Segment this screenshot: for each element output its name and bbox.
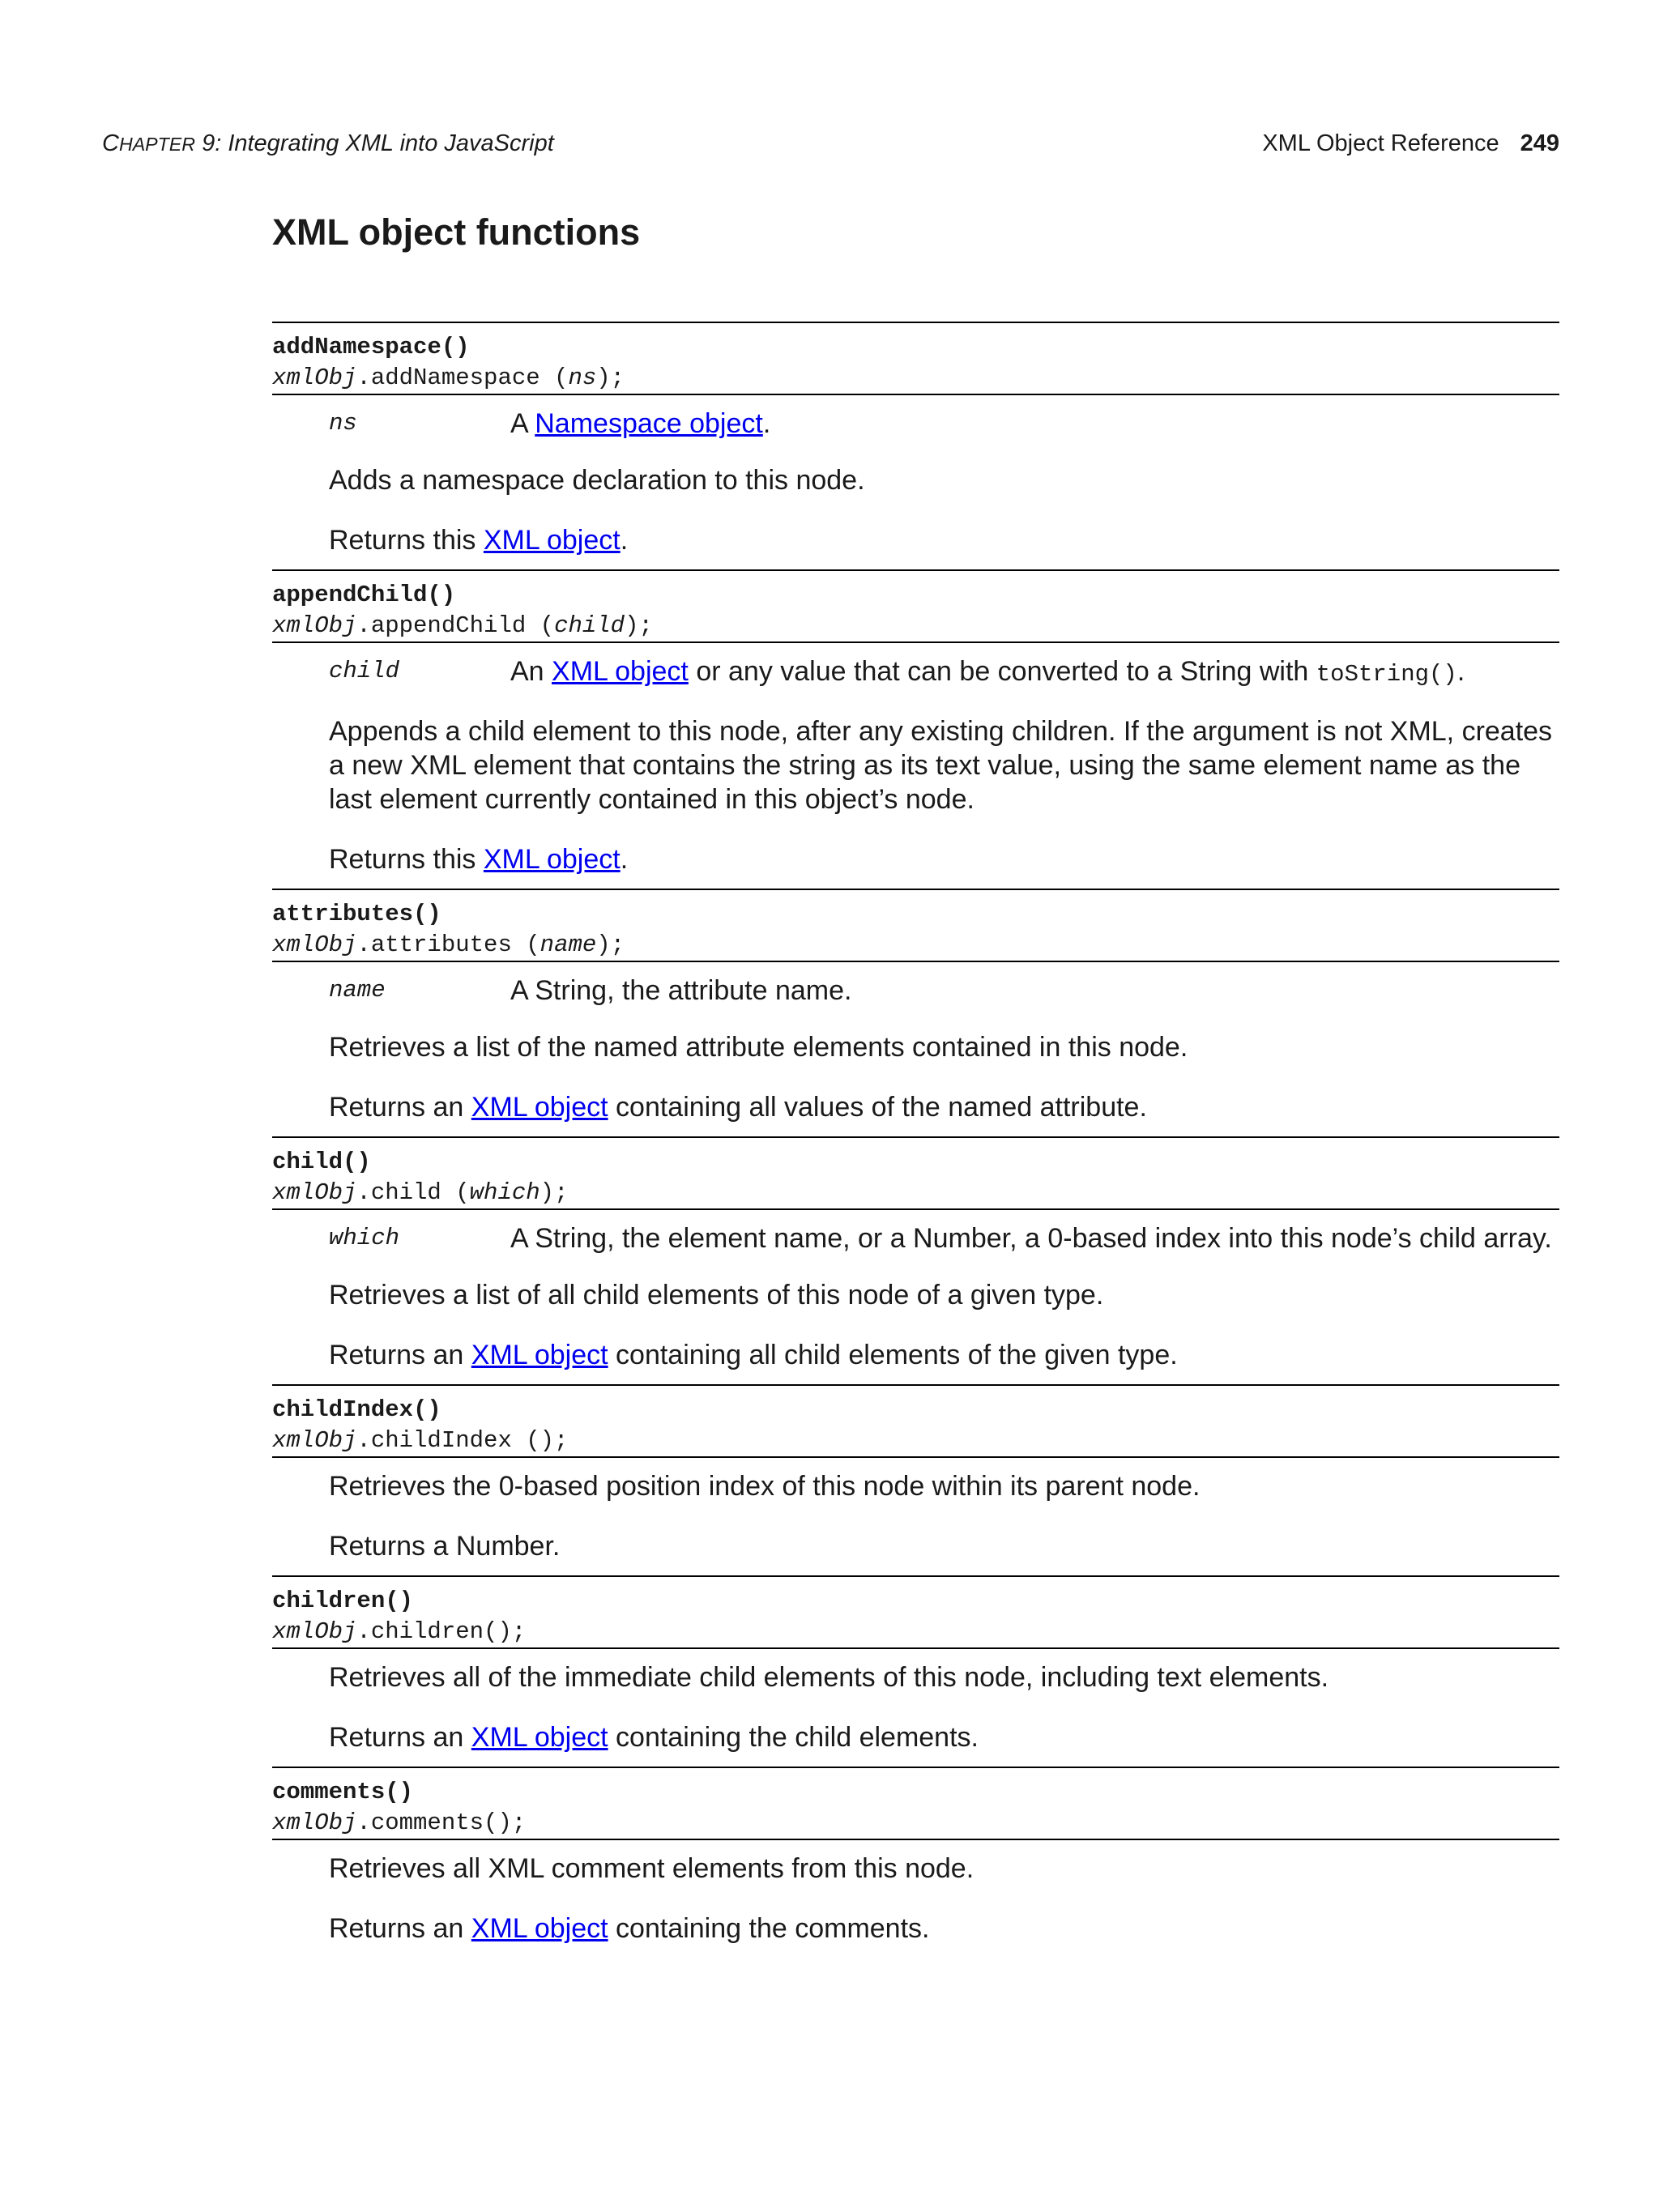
call-syntax [272,1617,1559,1647]
xml-object-link[interactable]: XML object [471,1092,608,1123]
function-signature [272,1768,1559,1840]
text-run: Returns this [329,844,484,875]
text-run: Returns a Number. [329,1531,561,1562]
call-syntax [272,1426,1559,1456]
parameter-description [510,1221,1559,1255]
function-name: comments() [272,1779,414,1805]
page-number: 249 [1520,130,1559,156]
function-name: children() [272,1588,414,1614]
function-entry [272,1575,1559,1767]
description-paragraph [329,1720,1559,1754]
text-run: . [1456,656,1465,687]
text-run: Returns an [329,1092,471,1123]
parameter-description [510,407,1559,441]
text-run: Retrieves the 0-based position index of this node within its parent node. [329,1471,1201,1502]
text-run: Retrieves all of the immediate child elements of this node, including text elements. [329,1662,1329,1693]
parameter-name: child [329,658,400,684]
function-description [272,1210,1559,1384]
text-run: Returns an [329,1722,471,1753]
description-paragraph [329,463,1559,497]
description-paragraph [329,1278,1559,1312]
chapter-smallcaps: HAPTER [118,134,196,155]
function-description [272,1649,1559,1767]
function-name: child() [272,1149,371,1175]
section-title [1262,126,1559,160]
chapter-rest: 9: Integrating XML into JavaScript [195,130,554,156]
description-paragraph [329,1469,1559,1503]
text-run: containing the comments. [608,1913,930,1944]
function-entry [272,322,1559,569]
function-entry [272,569,1559,889]
call-syntax [272,1178,1559,1208]
xml-object-link[interactable]: XML object [471,1913,608,1944]
call-object: xmlObj [272,1809,357,1836]
xml-object-link[interactable]: Namespace object [535,408,763,439]
call-method: .comments(); [356,1809,527,1836]
function-signature [272,890,1559,962]
function-name: appendChild() [272,582,456,608]
call-object: xmlObj [272,1427,357,1454]
function-entry [272,1136,1559,1384]
parameter-description [510,974,1559,1008]
text-run: A [510,408,535,439]
parameter-row [329,1221,1559,1255]
parameter-row [329,407,1559,441]
text-run: Returns an [329,1913,471,1944]
description-paragraph [329,523,1559,557]
call-method: .appendChild ( [356,612,555,639]
call-argument: name [539,931,597,958]
function-entry [272,1384,1559,1575]
call-syntax [272,930,1559,961]
chapter-prefix: C [102,130,119,156]
xml-object-link[interactable]: XML object [471,1340,608,1370]
function-name: addNamespace() [272,334,470,360]
xml-object-link[interactable]: XML object [471,1722,608,1753]
text-run: An [510,656,552,687]
text-run: Returns this [329,525,484,556]
function-signature [272,571,1559,643]
text-run: Returns an [329,1340,471,1370]
xml-object-link[interactable]: XML object [483,844,621,875]
parameter-row [329,654,1559,692]
description-paragraph [329,1090,1559,1124]
text-run: Adds a namespace declaration to this node. [329,465,865,496]
call-object: xmlObj [272,931,357,958]
description-paragraph [329,714,1559,816]
call-method: .addNamespace ( [356,364,569,391]
text-run: containing the child elements. [608,1722,979,1753]
description-paragraph [329,1529,1559,1563]
text-run: containing all child elements of the given type. [608,1340,1178,1370]
call-close: ); [596,931,625,958]
description-paragraph [329,1852,1559,1886]
call-method: .child ( [356,1179,470,1206]
xml-object-link[interactable]: XML object [552,656,689,687]
call-argument: ns [568,364,597,391]
chapter-title [102,126,554,161]
text-run: Appends a child element to this node, after any existing children. If the argument is not XML, creates a new XML element that contains the string as its text value, using the same element name as the last element currently contained in this object’s node. [329,716,1553,815]
call-close: ); [596,364,625,391]
parameter-name: which [329,1225,400,1251]
description-paragraph [329,1338,1559,1372]
function-signature [272,1386,1559,1458]
call-syntax [272,611,1559,641]
call-argument: which [469,1179,540,1206]
call-object: xmlObj [272,612,357,639]
running-head [102,126,1559,160]
function-description [272,643,1559,889]
function-description [272,962,1559,1136]
inline-code: toString() [1316,661,1457,688]
section-name: XML Object Reference [1262,130,1499,156]
text-run: . [762,408,771,439]
call-argument: child [554,612,625,639]
text-run: A String, the element name, or a Number, a 0-based index into this node’s child array. [510,1223,1552,1254]
call-method: .attributes ( [356,931,540,958]
function-entry [272,1767,1559,1958]
function-name: childIndex() [272,1396,441,1423]
text-run: . [620,844,629,875]
function-description [272,1840,1559,1958]
page-title: XML object functions [272,211,641,253]
text-run: or any value that can be converted to a String with [688,656,1316,687]
parameter-name: name [329,977,386,1004]
description-paragraph [329,1912,1559,1946]
function-description [272,1458,1559,1575]
xml-object-link[interactable]: XML object [483,525,621,556]
function-name: attributes() [272,901,441,927]
call-syntax [272,1808,1559,1839]
parameter-description [510,654,1559,692]
call-object: xmlObj [272,1179,357,1206]
text-run: containing all values of the named attribute. [608,1092,1147,1123]
function-entries [272,322,1559,1958]
text-run: Retrieves a list of all child elements of this node of a given type. [329,1280,1104,1311]
function-description [272,395,1559,569]
description-paragraph [329,1660,1559,1694]
text-run: A String, the attribute name. [510,975,852,1006]
parameter-name: ns [329,410,357,437]
parameter-row [329,974,1559,1008]
function-signature [272,323,1559,395]
description-paragraph [329,842,1559,876]
description-paragraph [329,1030,1559,1064]
call-close: ); [539,1179,569,1206]
text-run: . [620,525,629,556]
function-signature [272,1577,1559,1649]
call-method: .children(); [356,1618,527,1645]
call-object: xmlObj [272,1618,357,1645]
text-run: Retrieves a list of the named attribute elements contained in this node. [329,1032,1188,1063]
text-run: Retrieves all XML comment elements from this node. [329,1853,975,1884]
function-entry [272,889,1559,1136]
call-method: .childIndex (); [356,1427,569,1454]
function-signature [272,1138,1559,1210]
call-syntax [272,363,1559,394]
call-object: xmlObj [272,364,357,391]
call-close: ); [625,612,653,639]
